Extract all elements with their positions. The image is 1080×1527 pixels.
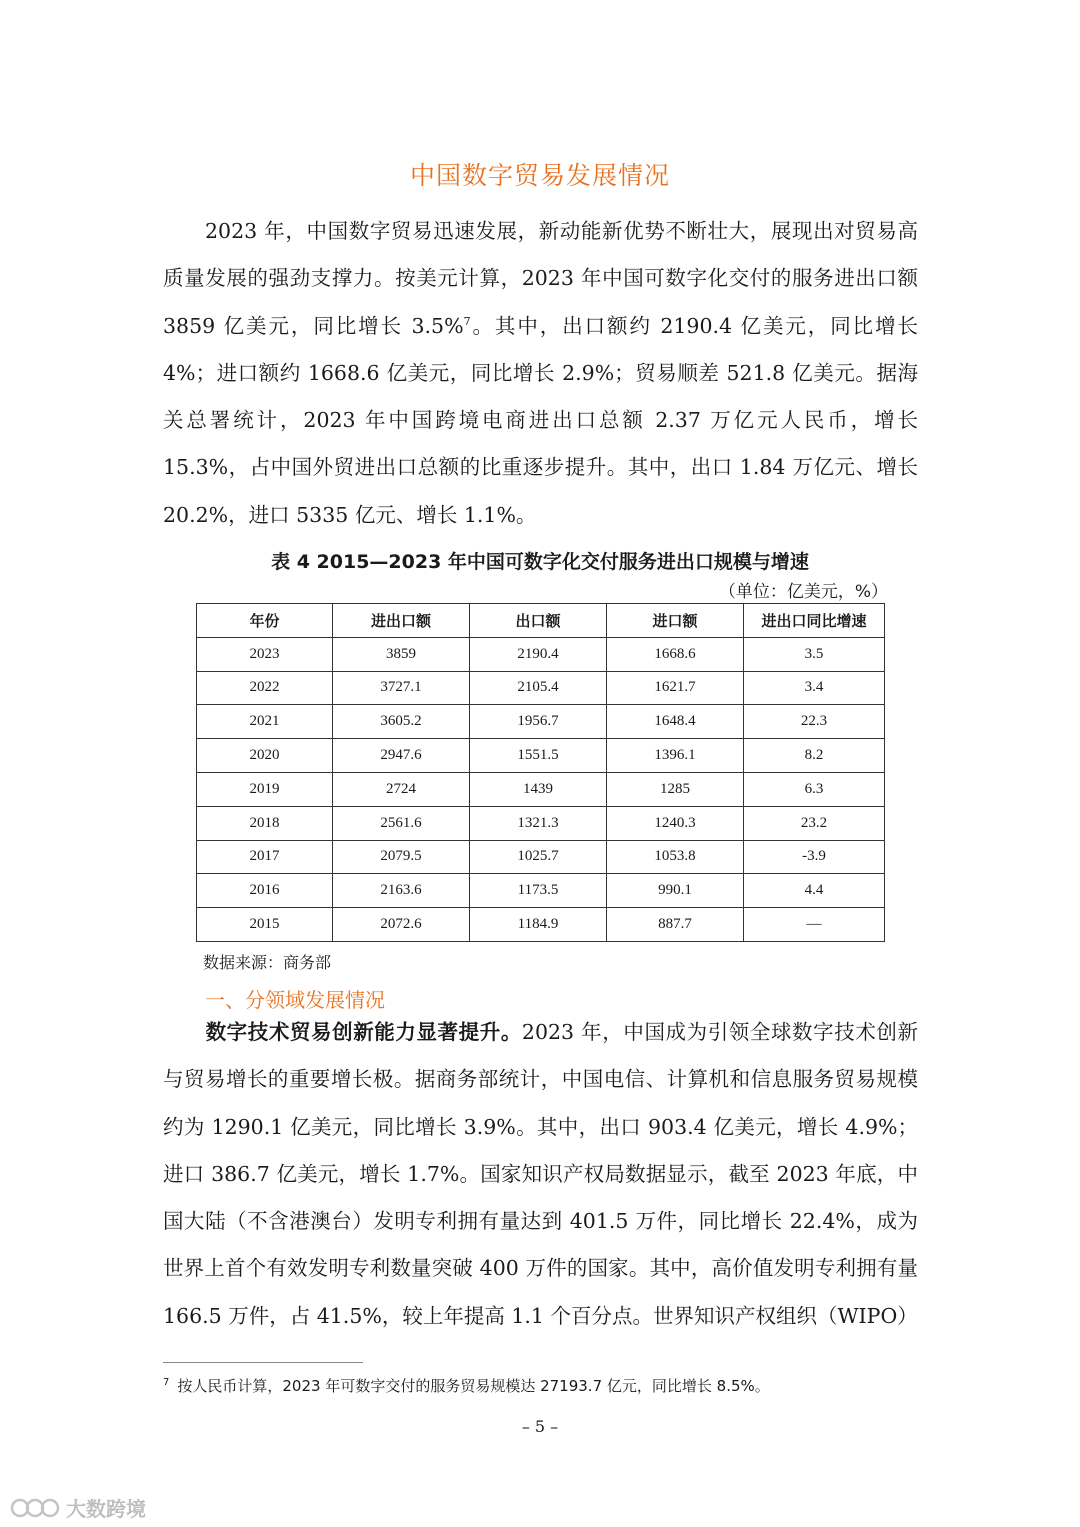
table-row [197,874,885,908]
table-cell: 2561.6 [333,806,470,840]
intro-text: 2023 年，中国数字贸易迅速发展，新动能新优势不断壮大，展现出对贸易高质量发展的强劲支撑力。按美元计算，2023 年中国可数字化交付的服务进出口额 3859 亿美元，同比增长 3.5% [163,219,918,338]
section-paragraph [163,1009,918,1340]
column-header: 年份 [197,604,333,638]
table-cell: 3605.2 [333,705,470,739]
table-row [197,671,885,705]
table-cell: 1396.1 [607,739,744,773]
table-cell: 1025.7 [470,840,607,874]
table-caption: 表 4 2015—2023 年中国可数字化交付服务进出口规模与增速 [271,551,809,573]
table-cell: 22.3 [744,705,885,739]
table-cell: 1439 [470,772,607,806]
table-row [197,908,885,942]
intro-text-continued: 。其中，出口额约 2190.4 亿美元，同比增长 4%；进口额约 1668.6 亿美元，同比增长 2.9%；贸易顺差 521.8 亿美元。据海关总署统计，2023 年中国跨境电商进出口总额 2.37 万亿元人民币，增长 15.3%，占中国外贸进出口总额的比重逐步提升。其中，出口 1.84 万亿元、增长 20.2%，进口 5335 亿元、增长 1.1%。 [163,313,918,527]
table-row [197,637,885,671]
table-cell: 990.1 [607,874,744,908]
table-cell: 3.4 [744,671,885,705]
footnote-ref[interactable]: 7 [463,314,471,328]
table-cell: 3.5 [744,637,885,671]
table-cell: 2016 [197,874,333,908]
table-cell: 1173.5 [470,874,607,908]
footnote-divider [163,1362,363,1363]
table-row [197,840,885,874]
page-number: – 5 – [521,1417,559,1436]
table-cell: 2079.5 [333,840,470,874]
table-cell: 2190.4 [470,637,607,671]
table-cell: 1956.7 [470,705,607,739]
table-cell: 2017 [197,840,333,874]
section-heading: 一、分领域发展情况 [205,988,385,1012]
table-cell: 2018 [197,806,333,840]
table-row [197,772,885,806]
footnote-marker: 7 [163,1377,170,1388]
table-cell: 6.3 [744,772,885,806]
page-title: 中国数字贸易发展情况 [409,161,670,190]
table-cell: 1668.6 [607,637,744,671]
footnote [163,1375,770,1396]
table-cell: 2163.6 [333,874,470,908]
table-cell: 1648.4 [607,705,744,739]
section-text: 2023 年，中国成为引领全球数字技术创新与贸易增长的重要增长极。据商务部统计，中国电信、计算机和信息服务贸易规模约为 1290.1 亿美元，同比增长 3.9%。其中，出口 903.4 亿美元，增长 4.9%；进口 386.7 亿美元，增长 1.7%。国家知识产权局数据显示，截至 2023 年底，中国大陆（不含港澳台）发明专利拥有量达到 401.5 万件，同比增长 22.4%，成为世界上首个有效发明专利数量突破 400 万件的国家。其中，高价值发明专利拥有量 166.5 万件，占 41.5%，较上年提高 1.1 个百分点。世界知识产权组织（WIPO） [163,1020,918,1328]
table-cell: 2021 [197,705,333,739]
table-cell: 2023 [197,637,333,671]
table-cell: 3859 [333,637,470,671]
table-unit: （单位：亿美元，%） [718,582,888,602]
column-header: 进口额 [607,604,744,638]
table-cell: 887.7 [607,908,744,942]
table-cell: 1621.7 [607,671,744,705]
table-cell: 1551.5 [470,739,607,773]
table-cell: 2015 [197,908,333,942]
table-cell: 2947.6 [333,739,470,773]
table-cell: 23.2 [744,806,885,840]
table-cell: 2022 [197,671,333,705]
table-cell: 2072.6 [333,908,470,942]
intro-paragraph [163,208,918,539]
table-cell: 8.2 [744,739,885,773]
column-header: 进出口同比增速 [744,604,885,638]
table-row [197,739,885,773]
column-header: 出口额 [470,604,607,638]
table-cell: 1321.3 [470,806,607,840]
trade-table [196,603,885,942]
table-cell: 4.4 [744,874,885,908]
section-lead: 数字技术贸易创新能力显著提升。 [205,1020,522,1044]
watermark [10,1493,146,1522]
watermark-text: 大数跨境 [66,1497,146,1521]
table-source: 数据来源：商务部 [203,953,332,972]
table-cell: -3.9 [744,840,885,874]
table-row [197,705,885,739]
table-cell: 1184.9 [470,908,607,942]
watermark-logo-icon [10,1495,60,1521]
table-cell: — [744,908,885,942]
table-cell: 1053.8 [607,840,744,874]
footnote-text: 按人民币计算，2023 年可数字交付的服务贸易规模达 27193.7 亿元，同比增长 8.5%。 [177,1377,770,1395]
table-header-row [197,604,885,638]
table-cell: 2019 [197,772,333,806]
table-cell: 1285 [607,772,744,806]
column-header: 进出口额 [333,604,470,638]
table-cell: 2020 [197,739,333,773]
table-row [197,806,885,840]
table-cell: 1240.3 [607,806,744,840]
table-cell: 2105.4 [470,671,607,705]
table-cell: 3727.1 [333,671,470,705]
table-cell: 2724 [333,772,470,806]
